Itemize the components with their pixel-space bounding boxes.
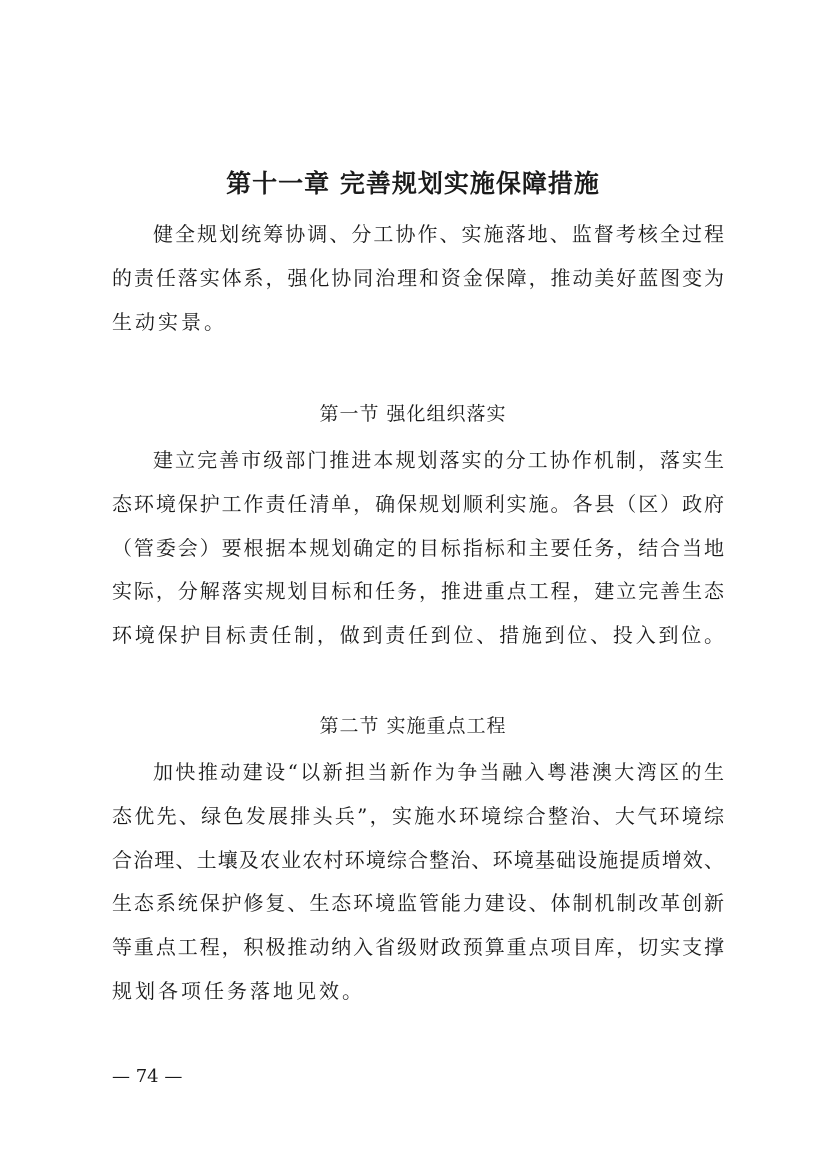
page-number: — 74 — <box>112 1066 183 1087</box>
paragraph-line: 态环境保护工作责任清单，确保规划顺利实施。各县（区）政府 <box>112 491 724 516</box>
paragraph-line: 态优先、绿色发展排头兵”，实施水环境综合整治、大气环境综 <box>112 803 724 828</box>
paragraph-line: （管委会）要根据本规划确定的目标指标和主要任务，结合当地 <box>112 535 724 560</box>
section-heading-2: 第二节 实施重点工程 <box>319 715 507 737</box>
paragraph-line: 建立完善市级部门推进本规划落实的分工协作机制，落实生 <box>153 448 724 472</box>
paragraph-line: 健全规划统筹协调、分工协作、实施落地、监督考核全过程 <box>153 222 724 246</box>
paragraph-line: 的责任落实体系，强化协同治理和资金保障，推动美好蓝图变为 <box>112 265 724 290</box>
paragraph-line: 生动实景。 <box>112 309 227 334</box>
intro-paragraph <box>112 213 724 344</box>
paragraph-line: 实际，分解落实规划目标和任务，推进重点工程，建立完善生态 <box>112 579 724 604</box>
section-heading-1: 第一节 强化组织落实 <box>319 403 507 425</box>
section-2-paragraph <box>112 751 724 1014</box>
paragraph-line: 等重点工程，积极推动纳入省级财政预算重点项目库，切实支撑 <box>112 935 724 960</box>
paragraph-line: 合治理、土壤及农业农村环境综合整治、环境基础设施提质增效、 <box>112 847 724 872</box>
paragraph-line: 加快推动建设“以新担当新作为争当融入粤港澳大湾区的生 <box>153 760 724 784</box>
section-1-paragraph <box>112 439 724 658</box>
paragraph-line: 生态系统保护修复、生态环境监管能力建设、体制机制改革创新 <box>112 891 724 916</box>
chapter-title: 第十一章 完善规划实施保障措施 <box>226 169 600 198</box>
paragraph-line: 规划各项任务落地见效。 <box>112 978 365 1003</box>
paragraph-line: 环境保护目标责任制，做到责任到位、措施到位、投入到位。 <box>112 623 724 648</box>
